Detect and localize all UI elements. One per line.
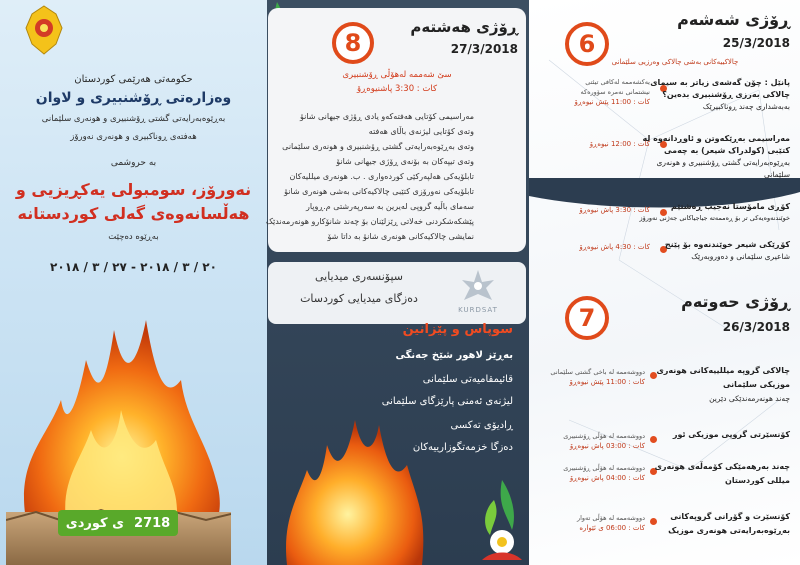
day-six-date: 25/3/2018 bbox=[722, 36, 790, 50]
day-eight-date: 27/3/2018 bbox=[450, 42, 518, 56]
kurdistan-emblem-icon bbox=[22, 4, 66, 56]
day-seven-item-4-time: کات : 06:00 ی ئێوارە bbox=[579, 524, 645, 532]
acknowledgement-item: دەزگا خزمەتگوزارییەکان bbox=[412, 442, 513, 453]
day-six-item-4-line: کۆڕێکی شیعر خوێندنەوە بۆ پێنج bbox=[664, 240, 790, 249]
held-by-line: بەڕێوە دەچێت bbox=[108, 232, 159, 242]
day-seven-item-1-venue: دووشەممە لە باخی گشتی سلێمانی bbox=[550, 368, 645, 376]
event-title-line-2: هەڵسانەوەی گەلی کوردستانە bbox=[17, 204, 250, 223]
day-seven-item-2-venue: دووشەممە لە هۆڵی ڕۆشنبیری bbox=[563, 432, 645, 440]
day-eight-item: پێشکەشکردنی خەلاتی ڕێزلێنان بۆ چەند شانۆکارو هونەرمەندێک bbox=[265, 217, 474, 226]
day-six-item-3-line: خوێندنەوەیەکی تر بۆ ڕەممەتە جیاجیاکانی جەژنی نەورۆز bbox=[639, 214, 790, 222]
sponsor-line-2: دەزگای میدیایی کوردسات bbox=[300, 292, 418, 305]
day-seven-item-1-time: کات : 11:00 پێش نیوەڕۆ bbox=[569, 378, 645, 386]
bullet-dot-icon bbox=[650, 518, 657, 525]
day-six-item-1-venue: نیشتمانی نەمرە سۆورەکە bbox=[580, 88, 650, 96]
day-six-item-1-line: پانێل : چۆن گەشەی زیاتر بە سیمای bbox=[650, 78, 790, 87]
day-six-item-1-line: بەبەشداری چەند ڕوناکبیرێک bbox=[702, 102, 790, 111]
kurdsat-logo-icon bbox=[458, 268, 498, 302]
kurdish-year-label: ی کوردی bbox=[65, 515, 125, 531]
day-six-subtitle: چالاکییەکانی بەشی چالاکی وەرزیی سلێمانی bbox=[611, 58, 739, 66]
day-eight-item: تابلۆیەکی نەورۆزی کتێبی چالاکیەکانی بەشی هونەری شانۆ bbox=[284, 187, 474, 196]
department-line-2: هەفتەی ڕوناکبیری و هونەری نەورۆز bbox=[70, 132, 197, 142]
day-six-item-1-time: کات : 11:00 پێش نیوەڕۆ bbox=[574, 98, 650, 106]
day-seven-item-1-line: موزیکی سلێمانی bbox=[723, 380, 790, 389]
government-line: حکومەتی هەرێمی کوردستان bbox=[74, 74, 193, 85]
day-seven-item-2-time: کات : 03:00 پاش نیوەڕۆ bbox=[569, 442, 645, 450]
day-six-item-2-line: کتێبی (کولدراک شیعر) بە چەمی bbox=[664, 146, 790, 155]
event-date-range: ٢٠ / ٣ / ٢٠١٨ - ٢٧ / ٣ / ٢٠١٨ bbox=[50, 260, 217, 274]
day-eight-session-line: سێ شەممە لەهۆڵی ڕۆشنبیری bbox=[342, 70, 452, 80]
acknowledgement-item: لیژنەی ئەمنی پارێزگای سلێمانی bbox=[381, 396, 513, 407]
day-six-item-1-venue: یەکشەممە لەکافی تیئتی bbox=[585, 78, 650, 86]
day-eight-item: نمایشی چالاکیەکانی هونەری شانۆ بە داتا شۆ bbox=[327, 232, 474, 241]
day-six-item-3-line: کۆڕی مامۆستا نەجیب ڕەشتێم bbox=[670, 202, 790, 211]
department-line-1: بەڕێوەبەرایەتی گشتی ڕۆشنبیری و هونەری سلێمانی bbox=[41, 114, 226, 124]
day-six-item-3-time: کات : 3:30 پاش نیوەڕۆ bbox=[579, 206, 650, 214]
acknowledgement-item: ڕادیۆی تەکسی bbox=[450, 420, 513, 431]
day-seven-item-3-line: چەند بەرهەمێکی کۆمەڵەی هونەری bbox=[654, 462, 790, 471]
ministry-title: وەزارەتی ڕۆشنبیری و لاوان bbox=[35, 90, 232, 106]
acknowledgements-title: سوپاس و پێزانین bbox=[402, 322, 513, 337]
day-seven-item-3-line: میللی کوردستان bbox=[725, 476, 790, 485]
event-title-line-1: نەورۆز، سومبولی یەکڕیزیی و bbox=[15, 180, 252, 199]
day-eight-item: وتەی تیپەکان بە بۆنەی ڕۆژی جیهانی شانۆ bbox=[336, 157, 474, 166]
occasion-line: بە حروشمی bbox=[110, 158, 157, 168]
acknowledgement-item: بەڕێز لاهور شێخ جەنگی bbox=[395, 350, 513, 361]
day-six-item-1-line: چالاکی بەرزی ڕۆشنبیری بدەین؟ bbox=[662, 90, 790, 99]
day-seven-item-1-line: چەند هونەرمەندێکی دێرین bbox=[709, 394, 790, 403]
sponsor-line-1: سپۆنسەری میدیایی bbox=[314, 270, 404, 283]
day-eight-item: مەراسیمی کۆتایی هەفتەکەو یادی ڕۆژی جیهانی شانۆ bbox=[299, 112, 474, 121]
day-six-item-4-line: شاعیری سلێمانی و دەوروبەرێک bbox=[691, 252, 790, 261]
acknowledgement-item: قائیمقامیەتی سلێمانی bbox=[422, 374, 513, 385]
media-sponsor-card bbox=[268, 262, 526, 324]
day-eight-item: وتەی بەڕێوەبەرایەتی گشتی ڕۆشنبیری و هونەری سلێمانی bbox=[282, 142, 474, 151]
day-seven-item-2-line: کۆنسێرتی گروپی موزیکی ئور bbox=[672, 430, 790, 439]
day-seven-number-badge: 7 bbox=[565, 296, 609, 340]
day-seven-item-4-line: بەڕێوەبەرایەتی هونەری موزیک bbox=[668, 526, 790, 535]
day-eight-title: ڕۆژی هەشتەم bbox=[410, 18, 518, 36]
day-six-item-4-time: کات : 4:30 پاش نیوەڕۆ bbox=[579, 243, 650, 251]
day-seven-item-4-venue: دووشەممە لە هۆڵی تەوار bbox=[576, 514, 645, 522]
day-eight-item: تابلۆیەکی هەلپەرکێی کوردەواری . ب. هونەری میللیەکان bbox=[289, 172, 474, 181]
day-seven-item-3-venue: دووشەممە لە هۆڵی ڕۆشنبیری bbox=[563, 464, 645, 472]
day-six-number-badge: 6 bbox=[565, 22, 609, 66]
day-seven-title: ڕۆژی حەوتەم bbox=[681, 292, 790, 311]
kurdish-year-badge bbox=[58, 510, 178, 536]
day-seven-item-3-time: کات : 04:00 پاش نیوەڕۆ bbox=[569, 474, 645, 482]
day-eight-session-time: کات : 3:30 پاشنیوەڕۆ bbox=[356, 84, 438, 94]
left-panel bbox=[0, 0, 267, 565]
day-six-item-2-line: سلێمانی bbox=[764, 170, 790, 179]
day-seven-item-4-line: کۆنسێرت و گۆرانی گروپەکانی bbox=[670, 512, 790, 521]
kurdish-year-number: 2718 bbox=[134, 515, 171, 531]
day-eight-item: سەمای باڵیە گروپی لەیرین بە سەرپەرشتی م.ڕوپار bbox=[305, 202, 474, 211]
day-seven-item-1-line: چالاکی گروپە میللییەکانی هونەری bbox=[656, 366, 790, 375]
day-eight-card bbox=[265, 8, 526, 252]
kurdsat-logo-text: KURDSAT bbox=[458, 306, 498, 314]
day-six-item-2-line: مەراسیمی بەڕێکەوتن و ئاوڕدانەوە لە bbox=[642, 134, 790, 143]
daffodil-flower-icon bbox=[472, 470, 527, 565]
bullet-dot-icon bbox=[650, 436, 657, 443]
day-six-item-2-time: کات : 12:00 نیوەڕۆ bbox=[589, 140, 650, 148]
day-seven-date: 26/3/2018 bbox=[722, 320, 790, 334]
day-eight-number-badge: 8 bbox=[332, 22, 374, 64]
day-six-title: ڕۆژی شەشەم bbox=[677, 10, 790, 29]
day-eight-item: وتەی کۆتایی لیژنەی باڵای هەفتە bbox=[368, 127, 474, 136]
day-six-item-2-line: بەڕێوەبەرایەتی گشتی ڕۆشنبیری و هونەری bbox=[656, 158, 790, 167]
